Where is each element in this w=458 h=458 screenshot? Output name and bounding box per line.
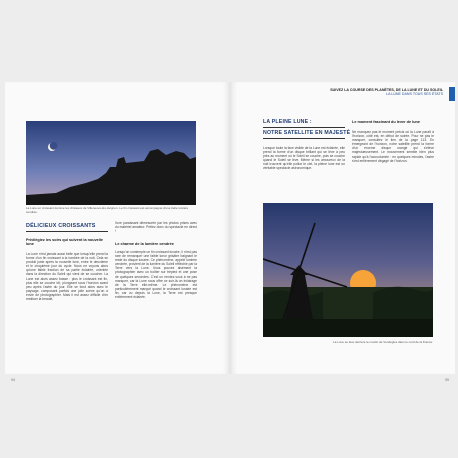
chapter-tab	[449, 87, 455, 101]
section-rule	[26, 231, 108, 232]
right-page-number: 95	[445, 378, 449, 382]
subhead-lever-lune: Le moment fascinant du lever de lune	[352, 120, 420, 124]
running-header-chapter: SUIVEZ LA COURSE DES PLANÈTES, DE LA LUNE ET DU SOLEIL	[330, 88, 443, 92]
section-title-majeste: NOTRE SATELLITE EN MAJESTÉ	[263, 130, 351, 136]
left-page-number: 94	[11, 378, 15, 382]
windmill-moonrise-photo	[263, 203, 433, 337]
right-col2-text: Ne manquez pas le moment précis où la Lune paraît à l'horizon, côté est, en début de soirée. Pour ne pas le manquer, consultez le lien de la page 113. En émergeant de l'horizon, notre satellite prend la forme d'un énorme disque orangé qui s'élève majestueusement. Le mouvement semble bien plus rapide qu'à l'accoutumée : en quelques minutes, l'astre s'est entièrement dégagé de l'horizon.	[352, 130, 434, 163]
left-photo-caption: La Lune en croissant domine les châteaux de Villeneuve-lès-Avignon. Le fin croissant est accompagné d'une belle lumière cendrée.	[26, 206, 189, 214]
section-rule-1	[263, 127, 345, 128]
right-col1-text: Lorsque toute la face visible de la Lune est éclairée, elle prend la forme d'un disque brillant qui se lève à peu près au moment où le Soleil se couche, puis se couche quand le Soleil se lève. Même si les amoureux de la nuit trouvent qu'elle pollue le ciel, la pleine lune est un véritable spectacle astronomique.	[263, 146, 345, 171]
running-header-section: LA LUNE DANS TOUS SES ÉTATS	[386, 92, 443, 97]
section-rule-2	[263, 138, 345, 139]
left-col2-text2: Lorsqu'on contemple un fin croissant lunaire, il n'est pas rare de remarquer une faible lueur grisâtre baignant le reste du disque lunaire. Ce phénomène, appelé lumière cendrée, provient de la lumière du Soleil réfléchie par la Terre vers la Lune. Vous pouvez aisément la photographier avec un boîtier sur trépied et une pose de quelques secondes. C'est un rendez-vous à ne pas manquer, car la Lune nous offre ce soir-là un éclairage de la Terre elle-même. Le phénomène est particulièrement marqué quand le croissant lunaire est fin, car vu depuis la Lune, la Terre est presque entièrement éclairée.	[115, 250, 197, 300]
left-page	[5, 82, 230, 382]
right-photo-caption: La Lune se lève derrière le moulin de Vendégies dans le nord de la France.	[333, 340, 433, 344]
section-title-croissants: DÉLICIEUX CROISSANTS	[26, 223, 96, 229]
left-col1-text: La Lune n'est jamais aussi belle que lorsqu'elle prend la forme d'un fin croissant à la tombée de la nuit. Cela se produit juste après la nouvelle lune, entre le deuxième et le cinquième jour du cycle. Nous ne voyons alors qu'une faible fraction de sa partie éclairée, orientée dans la direction du Soleil qui vient de se coucher. La Lune est alors assez basse : plus le croissant est fin, plus elle se couche tôt, plongeant sous l'horizon avant peu après l'astre du jour. Elle se fond alors avec le paysage, composant parfois une jolie scène qu'on a envie de photographier. Mais il est assez difficile d'en restituer la beauté,	[26, 252, 108, 302]
subhead-lumiere-cendree: Le charme de la lumière cendrée	[115, 242, 174, 246]
running-header	[330, 88, 443, 96]
subhead-nouvelle-lune: Privilégiez les soirs qui suivent la nouvelle lune	[26, 238, 104, 247]
left-col2-text: l'une paraissant démesurée par les photos prises avec du matériel amateur. Prétez donc du spectacle en direct !	[115, 221, 197, 234]
right-page	[230, 82, 455, 382]
crescent-moon-photo	[26, 121, 196, 205]
section-title-pleine-lune: LA PLEINE LUNE :	[263, 119, 312, 125]
